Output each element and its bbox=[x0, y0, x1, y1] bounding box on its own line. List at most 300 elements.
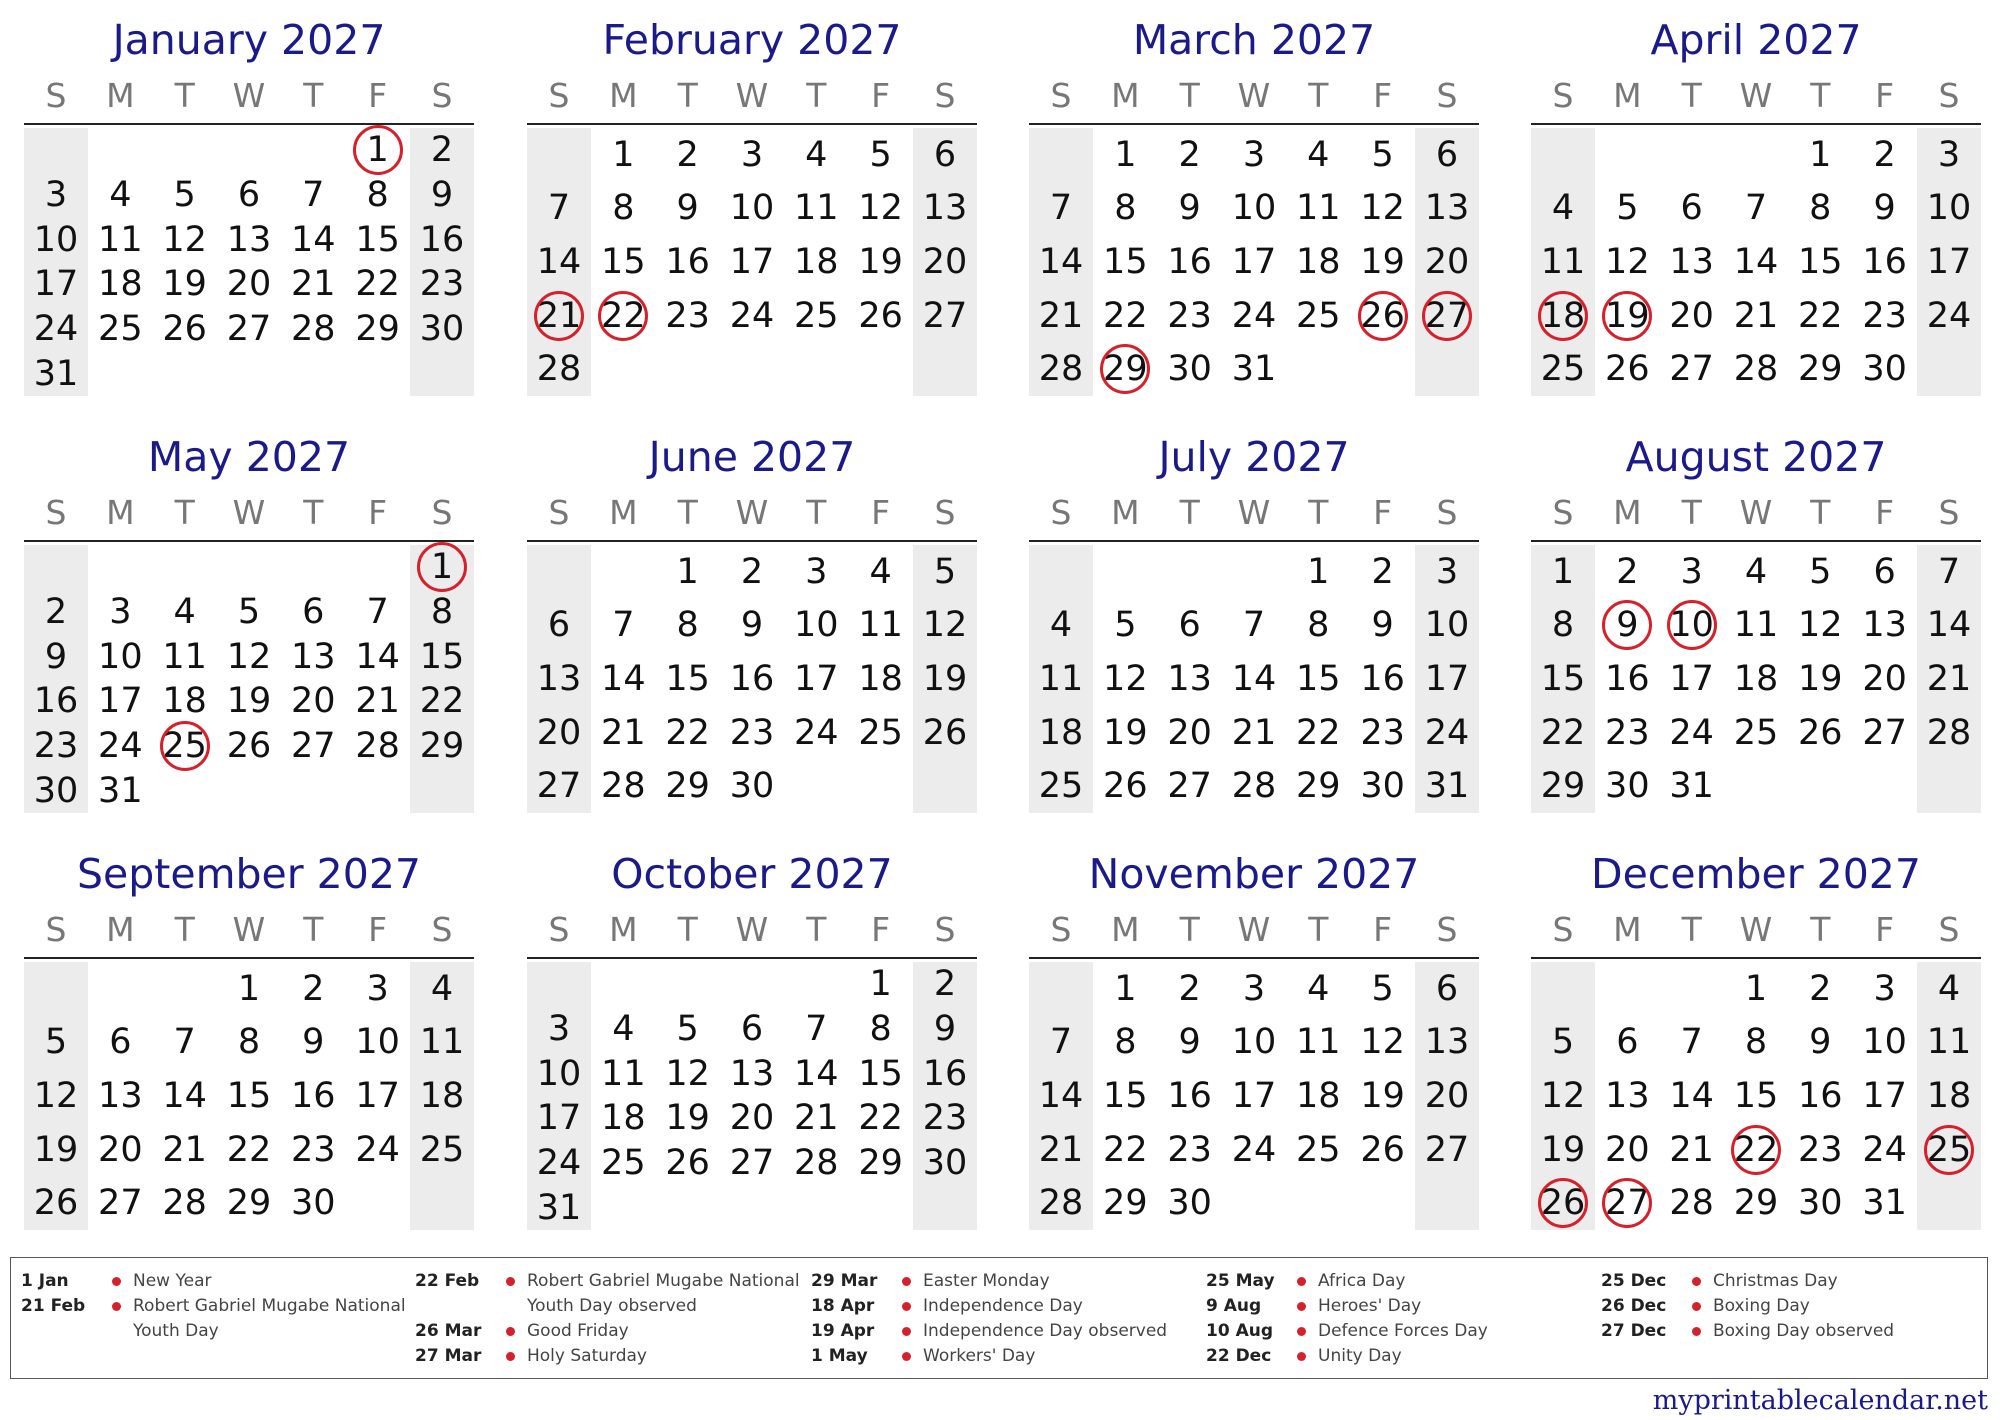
day-cell: 14 bbox=[162, 1076, 207, 1116]
weekday-label: W bbox=[1739, 76, 1773, 115]
day-cell: 6 bbox=[302, 592, 325, 632]
day-cell: 20 bbox=[1424, 242, 1470, 282]
day-cell: 26 bbox=[665, 1143, 710, 1183]
day-cell: 29 bbox=[226, 1183, 272, 1224]
day-cell: 28 bbox=[1733, 349, 1779, 390]
day-cell: 11 bbox=[794, 188, 839, 229]
day-cell: 26 bbox=[922, 712, 968, 753]
day-cell: 3 bbox=[1873, 968, 1896, 1009]
day-cell: 31 bbox=[1669, 766, 1714, 807]
day-cell: 3 bbox=[547, 1009, 571, 1049]
day-cell: 22 bbox=[1798, 295, 1843, 336]
day-cell: 27 bbox=[1424, 1129, 1470, 1170]
header-divider bbox=[24, 957, 474, 959]
day-cell: 7 bbox=[1049, 188, 1073, 229]
weekday-label: S bbox=[1436, 910, 1458, 949]
day-cell: 27 bbox=[1167, 766, 1212, 807]
day-cell: 27 bbox=[536, 766, 582, 807]
day-cell: 6 bbox=[740, 1009, 764, 1049]
bullet-icon bbox=[1692, 1277, 1701, 1286]
day-cell: 19 bbox=[1103, 712, 1148, 753]
day-cell: 22 bbox=[1540, 712, 1586, 753]
day-cell: 9 bbox=[1809, 1022, 1832, 1063]
day-cell: 10 bbox=[33, 219, 79, 260]
legend-holiday-name: New Year bbox=[133, 1271, 212, 1291]
day-cell: 6 bbox=[547, 605, 571, 646]
weekday-header bbox=[24, 908, 474, 952]
legend-holiday-name: Defence Forces Day bbox=[1318, 1321, 1488, 1341]
legend-date: 25 Dec bbox=[1601, 1271, 1667, 1291]
bullet-icon bbox=[1297, 1302, 1306, 1311]
day-cell: 4 bbox=[1937, 968, 1961, 1009]
weekday-label: T bbox=[1308, 910, 1329, 949]
day-cell: 25 bbox=[794, 295, 839, 336]
day-cell: 10 bbox=[729, 188, 775, 229]
bullet-icon bbox=[1297, 1327, 1306, 1336]
day-cell: 25 bbox=[1926, 1129, 1972, 1170]
day-cell: 8 bbox=[869, 1009, 892, 1049]
day-cell: 8 bbox=[1307, 605, 1330, 646]
legend-date: 26 Mar bbox=[415, 1321, 482, 1341]
day-cell: 15 bbox=[1103, 242, 1148, 282]
day-cell: 17 bbox=[794, 659, 839, 699]
day-cell: 19 bbox=[1798, 659, 1843, 699]
day-cell: 19 bbox=[1360, 1076, 1405, 1116]
day-cell: 24 bbox=[355, 1129, 400, 1170]
day-cell: 14 bbox=[1669, 1076, 1714, 1116]
header-divider bbox=[1029, 123, 1479, 125]
legend-date: 18 Apr bbox=[811, 1296, 875, 1316]
day-cell: 26 bbox=[858, 295, 903, 336]
day-cell: 5 bbox=[869, 134, 892, 175]
day-cell: 22 bbox=[1296, 712, 1341, 753]
weekday-label: M bbox=[1111, 910, 1140, 949]
bullet-icon bbox=[506, 1352, 515, 1361]
day-cell: 23 bbox=[665, 295, 710, 336]
bullet-icon bbox=[902, 1277, 911, 1286]
day-cell: 29 bbox=[1540, 766, 1586, 807]
month-title: November 2027 bbox=[1088, 850, 1420, 898]
day-cell: 22 bbox=[1733, 1129, 1779, 1170]
day-cell: 2 bbox=[1178, 968, 1201, 1009]
day-cell: 1 bbox=[430, 547, 454, 588]
holiday-marker bbox=[160, 721, 210, 771]
day-cell: 7 bbox=[1049, 1022, 1073, 1063]
day-cell: 13 bbox=[1669, 242, 1714, 282]
legend-holiday-name: Independence Day bbox=[923, 1296, 1083, 1316]
month-title: October 2027 bbox=[611, 850, 893, 898]
day-cell: 18 bbox=[1540, 295, 1586, 336]
day-cell: 17 bbox=[536, 1098, 582, 1139]
day-cell: 26 bbox=[1360, 295, 1405, 336]
weekday-label: M bbox=[106, 493, 135, 532]
weekday-label: M bbox=[609, 493, 638, 532]
weekday-label: W bbox=[1739, 910, 1773, 949]
header-divider bbox=[1531, 540, 1981, 542]
day-cell: 23 bbox=[1798, 1129, 1843, 1170]
legend-holiday-name: Boxing Day observed bbox=[1713, 1321, 1895, 1341]
day-cell: 24 bbox=[536, 1143, 582, 1183]
day-cell: 5 bbox=[44, 1022, 68, 1063]
legend-date: 21 Feb bbox=[21, 1296, 86, 1316]
day-cell: 22 bbox=[601, 295, 646, 336]
weekday-label: W bbox=[1237, 910, 1271, 949]
bullet-icon bbox=[506, 1327, 515, 1336]
day-cell: 3 bbox=[109, 592, 132, 632]
day-cell: 12 bbox=[33, 1076, 79, 1116]
header-divider bbox=[1531, 123, 1981, 125]
day-cell: 9 bbox=[1873, 188, 1896, 229]
day-cell: 8 bbox=[1114, 188, 1137, 229]
day-cell: 11 bbox=[1926, 1022, 1972, 1063]
day-cell: 19 bbox=[33, 1129, 79, 1170]
day-cell: 10 bbox=[1862, 1022, 1907, 1063]
day-cell: 3 bbox=[740, 134, 764, 175]
weekday-label: W bbox=[735, 910, 769, 949]
day-cell: 24 bbox=[98, 726, 143, 766]
day-cell: 9 bbox=[44, 636, 68, 677]
day-cell: 13 bbox=[1424, 1022, 1470, 1063]
day-cell: 15 bbox=[1733, 1076, 1779, 1116]
weekday-label: W bbox=[1739, 493, 1773, 532]
day-cell: 13 bbox=[291, 636, 336, 677]
weekday-label: S bbox=[1552, 76, 1574, 115]
day-cell: 6 bbox=[1435, 134, 1459, 175]
day-cell: 7 bbox=[1242, 605, 1266, 646]
day-cell: 15 bbox=[1103, 1076, 1148, 1116]
day-cell: 14 bbox=[355, 636, 400, 677]
day-cell: 17 bbox=[355, 1076, 400, 1116]
day-cell: 6 bbox=[237, 175, 261, 215]
day-cell: 16 bbox=[33, 681, 79, 722]
day-cell: 19 bbox=[162, 264, 207, 305]
day-cell: 6 bbox=[1873, 551, 1896, 592]
weekday-label: S bbox=[934, 910, 956, 949]
day-cell: 10 bbox=[1231, 188, 1277, 229]
day-cell: 13 bbox=[1605, 1076, 1650, 1116]
weekday-label: W bbox=[232, 493, 266, 532]
weekday-header bbox=[1029, 908, 1479, 952]
day-cell: 16 bbox=[922, 1053, 968, 1094]
day-cell: 17 bbox=[98, 681, 143, 722]
weekday-label: T bbox=[1810, 910, 1831, 949]
day-cell: 14 bbox=[291, 219, 336, 260]
weekday-header bbox=[527, 491, 977, 535]
day-cell: 21 bbox=[1926, 659, 1972, 699]
legend-holiday-name: Easter Monday bbox=[923, 1271, 1050, 1291]
weekday-header bbox=[1029, 74, 1479, 118]
day-cell: 21 bbox=[1669, 1129, 1714, 1170]
day-cell: 3 bbox=[1680, 551, 1703, 592]
day-cell: 20 bbox=[98, 1129, 143, 1170]
day-cell: 12 bbox=[1360, 188, 1405, 229]
weekday-label: M bbox=[1613, 493, 1642, 532]
weekday-label: M bbox=[1613, 910, 1642, 949]
month-title: December 2027 bbox=[1591, 850, 1921, 898]
bullet-icon bbox=[506, 1277, 515, 1286]
day-cell: 31 bbox=[536, 1187, 582, 1228]
day-cell: 7 bbox=[1744, 188, 1768, 229]
day-cell: 17 bbox=[33, 264, 79, 305]
day-cell: 13 bbox=[226, 219, 272, 260]
day-cell: 19 bbox=[665, 1098, 710, 1139]
weekday-label: S bbox=[934, 76, 956, 115]
weekday-label: T bbox=[677, 493, 698, 532]
header-divider bbox=[1029, 957, 1479, 959]
day-cell: 9 bbox=[1178, 1022, 1201, 1063]
day-cell: 28 bbox=[1926, 712, 1972, 753]
day-cell: 26 bbox=[33, 1183, 79, 1224]
day-cell: 21 bbox=[1733, 295, 1779, 336]
day-cell: 19 bbox=[1540, 1129, 1586, 1170]
day-cell: 22 bbox=[355, 264, 400, 305]
day-cell: 21 bbox=[794, 1098, 839, 1139]
day-cell: 9 bbox=[1371, 605, 1394, 646]
day-cell: 13 bbox=[1862, 605, 1907, 646]
legend-holiday-name: Robert Gabriel Mugabe National Youth Day bbox=[133, 1296, 406, 1341]
weekday-label: S bbox=[431, 910, 453, 949]
day-cell: 12 bbox=[226, 636, 272, 677]
day-cell: 24 bbox=[729, 295, 775, 336]
day-cell: 6 bbox=[1178, 605, 1201, 646]
day-cell: 20 bbox=[729, 1098, 775, 1139]
bullet-icon bbox=[112, 1302, 121, 1311]
holiday-legend bbox=[10, 1257, 1988, 1379]
legend-date: 19 Apr bbox=[811, 1321, 875, 1341]
legend-date: 10 Aug bbox=[1206, 1321, 1274, 1341]
legend-holiday-name: Christmas Day bbox=[1713, 1271, 1838, 1291]
bullet-icon bbox=[112, 1277, 121, 1286]
weekday-label: T bbox=[1179, 910, 1200, 949]
day-cell: 18 bbox=[1926, 1076, 1972, 1116]
day-cell: 26 bbox=[162, 309, 207, 349]
day-cell: 1 bbox=[612, 134, 635, 175]
month-title: March 2027 bbox=[1132, 16, 1376, 64]
day-cell: 27 bbox=[226, 309, 272, 349]
day-cell: 3 bbox=[1937, 134, 1961, 175]
legend-holiday-name: Boxing Day bbox=[1713, 1296, 1810, 1316]
weekday-label: S bbox=[1938, 493, 1960, 532]
day-cell: 5 bbox=[237, 592, 261, 632]
day-cell: 29 bbox=[355, 309, 400, 349]
day-cell: 12 bbox=[162, 219, 207, 260]
day-cell: 30 bbox=[1167, 1183, 1212, 1224]
day-cell: 30 bbox=[922, 1143, 968, 1183]
day-cell: 15 bbox=[1540, 659, 1586, 699]
weekday-label: T bbox=[303, 76, 324, 115]
day-cell: 5 bbox=[1371, 134, 1394, 175]
weekday-label: F bbox=[368, 910, 388, 949]
day-cell: 11 bbox=[98, 219, 143, 260]
day-cell: 7 bbox=[547, 188, 571, 229]
day-cell: 27 bbox=[1669, 349, 1714, 390]
weekday-label: S bbox=[1050, 76, 1072, 115]
day-cell: 8 bbox=[1809, 188, 1832, 229]
day-cell: 26 bbox=[1103, 766, 1148, 807]
legend-date: 1 Jan bbox=[21, 1271, 69, 1291]
day-cell: 11 bbox=[601, 1053, 646, 1094]
day-cell: 21 bbox=[355, 681, 400, 722]
day-cell: 27 bbox=[291, 726, 336, 766]
day-cell: 7 bbox=[302, 175, 325, 215]
day-cell: 31 bbox=[1862, 1183, 1907, 1224]
weekday-header bbox=[24, 491, 474, 535]
day-cell: 26 bbox=[1540, 1183, 1586, 1224]
bullet-icon bbox=[902, 1352, 911, 1361]
weekday-label: T bbox=[1681, 910, 1702, 949]
day-cell: 5 bbox=[1551, 1022, 1575, 1063]
day-cell: 24 bbox=[33, 309, 79, 349]
day-cell: 16 bbox=[729, 659, 775, 699]
day-cell: 16 bbox=[1167, 1076, 1212, 1116]
day-cell: 6 bbox=[1680, 188, 1703, 229]
weekday-label: T bbox=[1308, 493, 1329, 532]
day-cell: 18 bbox=[419, 1076, 465, 1116]
day-cell: 30 bbox=[1605, 766, 1650, 807]
day-cell: 29 bbox=[1296, 766, 1341, 807]
month-title: April 2027 bbox=[1650, 16, 1862, 64]
day-cell: 9 bbox=[1178, 188, 1201, 229]
weekday-label: T bbox=[806, 910, 827, 949]
day-cell: 14 bbox=[536, 242, 582, 282]
day-cell: 24 bbox=[1926, 295, 1972, 336]
weekday-label: F bbox=[1875, 493, 1895, 532]
day-cell: 27 bbox=[98, 1183, 143, 1224]
holiday-marker bbox=[1538, 1178, 1588, 1228]
day-cell: 17 bbox=[1862, 1076, 1907, 1116]
day-cell: 25 bbox=[1296, 1129, 1341, 1170]
weekday-header bbox=[1531, 74, 1981, 118]
weekday-label: M bbox=[106, 76, 135, 115]
day-cell: 6 bbox=[109, 1022, 132, 1063]
weekday-label: S bbox=[1050, 493, 1072, 532]
holiday-marker bbox=[598, 291, 648, 341]
day-cell: 9 bbox=[740, 605, 764, 646]
day-cell: 15 bbox=[601, 242, 646, 282]
day-cell: 23 bbox=[1167, 1129, 1212, 1170]
day-cell: 7 bbox=[805, 1009, 828, 1049]
weekday-label: S bbox=[1552, 493, 1574, 532]
weekday-label: W bbox=[735, 76, 769, 115]
day-cell: 5 bbox=[173, 175, 196, 215]
weekday-label: F bbox=[1373, 493, 1393, 532]
weekday-label: W bbox=[1237, 493, 1271, 532]
day-cell: 25 bbox=[601, 1143, 646, 1183]
day-cell: 23 bbox=[922, 1098, 968, 1139]
weekday-label: F bbox=[1373, 910, 1393, 949]
day-cell: 15 bbox=[226, 1076, 272, 1116]
day-cell: 5 bbox=[1616, 188, 1639, 229]
legend-holiday-name: Heroes' Day bbox=[1318, 1296, 1422, 1316]
day-cell: 12 bbox=[858, 188, 903, 229]
weekday-label: F bbox=[1373, 76, 1393, 115]
day-cell: 20 bbox=[1167, 712, 1212, 753]
day-cell: 31 bbox=[33, 353, 79, 394]
weekday-label: T bbox=[1810, 76, 1831, 115]
day-cell: 13 bbox=[98, 1076, 143, 1116]
day-cell: 13 bbox=[1424, 188, 1470, 229]
day-cell: 17 bbox=[729, 242, 775, 282]
day-cell: 18 bbox=[1733, 659, 1779, 699]
day-cell: 28 bbox=[291, 309, 336, 349]
bullet-icon bbox=[1297, 1277, 1306, 1286]
day-cell: 28 bbox=[1038, 1183, 1084, 1224]
day-cell: 10 bbox=[1424, 605, 1470, 646]
day-cell: 4 bbox=[1307, 134, 1330, 175]
legend-date: 25 May bbox=[1206, 1271, 1275, 1291]
day-cell: 27 bbox=[729, 1143, 775, 1183]
day-cell: 18 bbox=[794, 242, 839, 282]
day-cell: 2 bbox=[1371, 551, 1394, 592]
day-cell: 11 bbox=[1038, 659, 1084, 699]
day-cell: 29 bbox=[1798, 349, 1843, 390]
weekday-label: T bbox=[677, 76, 698, 115]
day-cell: 20 bbox=[1862, 659, 1907, 699]
day-cell: 25 bbox=[162, 726, 207, 766]
day-cell: 29 bbox=[419, 726, 465, 766]
day-cell: 15 bbox=[665, 659, 710, 699]
day-cell: 26 bbox=[226, 726, 272, 766]
header-divider bbox=[1029, 540, 1479, 542]
day-cell: 9 bbox=[676, 188, 699, 229]
day-cell: 1 bbox=[1307, 551, 1330, 592]
day-cell: 21 bbox=[291, 264, 336, 305]
day-cell: 20 bbox=[226, 264, 272, 305]
day-cell: 28 bbox=[794, 1143, 839, 1183]
day-cell: 23 bbox=[1862, 295, 1907, 336]
day-cell: 5 bbox=[1809, 551, 1832, 592]
day-cell: 17 bbox=[1926, 242, 1972, 282]
day-cell: 1 bbox=[1744, 968, 1768, 1009]
weekday-header bbox=[1531, 908, 1981, 952]
day-cell: 11 bbox=[1540, 242, 1586, 282]
month-title: January 2027 bbox=[112, 16, 386, 64]
legend-holiday-name: Robert Gabriel Mugabe National Youth Day observed bbox=[527, 1271, 800, 1316]
day-cell: 6 bbox=[933, 134, 957, 175]
day-cell: 30 bbox=[33, 770, 79, 811]
day-cell: 2 bbox=[430, 130, 454, 171]
day-cell: 29 bbox=[858, 1143, 903, 1183]
day-cell: 12 bbox=[665, 1053, 710, 1094]
day-cell: 26 bbox=[1798, 712, 1843, 753]
legend-holiday-name: Holy Saturday bbox=[527, 1346, 647, 1366]
weekday-label: T bbox=[174, 910, 195, 949]
day-cell: 19 bbox=[922, 659, 968, 699]
day-cell: 10 bbox=[1926, 188, 1972, 229]
weekday-label: M bbox=[609, 910, 638, 949]
bullet-icon bbox=[902, 1327, 911, 1336]
weekday-label: S bbox=[45, 910, 67, 949]
day-cell: 20 bbox=[536, 712, 582, 753]
day-cell: 4 bbox=[1307, 968, 1330, 1009]
day-cell: 25 bbox=[1733, 712, 1779, 753]
weekday-label: T bbox=[1179, 76, 1200, 115]
day-cell: 19 bbox=[226, 681, 272, 722]
day-cell: 16 bbox=[1605, 659, 1650, 699]
day-cell: 10 bbox=[355, 1022, 400, 1063]
day-cell: 3 bbox=[44, 175, 68, 215]
day-cell: 28 bbox=[601, 766, 646, 807]
day-cell: 31 bbox=[1231, 349, 1277, 390]
day-cell: 20 bbox=[1669, 295, 1714, 336]
day-cell: 12 bbox=[1360, 1022, 1405, 1063]
site-credit[interactable]: myprintablecalendar.net bbox=[1652, 1385, 1988, 1416]
day-cell: 21 bbox=[1038, 295, 1084, 336]
day-cell: 8 bbox=[237, 1022, 261, 1063]
weekday-label: T bbox=[303, 493, 324, 532]
holiday-marker bbox=[1422, 291, 1472, 341]
day-cell: 13 bbox=[536, 659, 582, 699]
